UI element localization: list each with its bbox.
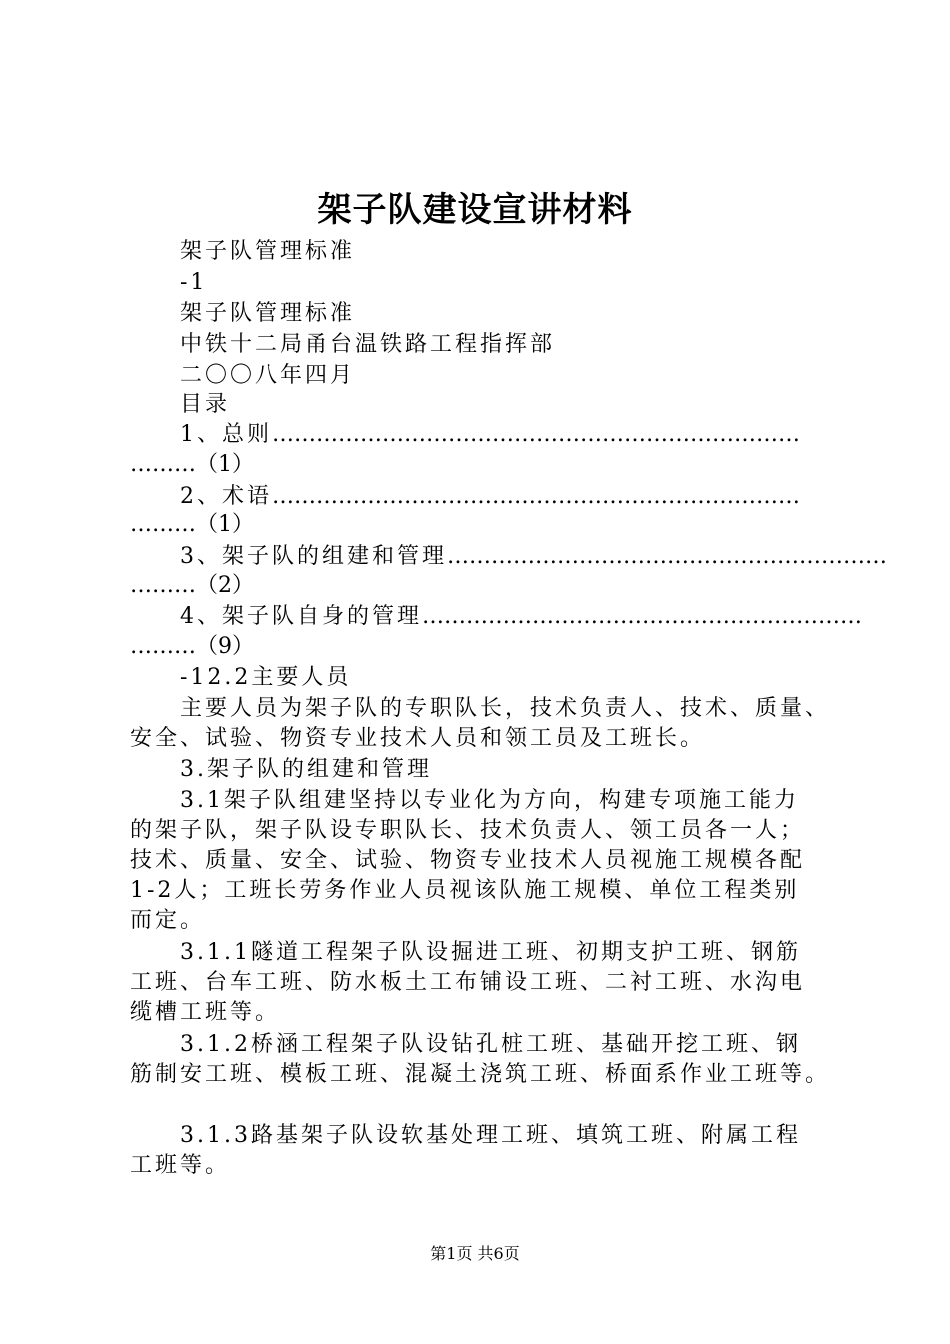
- document-title: 架子队建设宣讲材料: [317, 190, 633, 230]
- paragraph-line: 主要人员为架子队的专职队长，技术负责人、技术、质量、: [180, 696, 831, 721]
- toc-entry-label: 1、总则: [180, 422, 272, 447]
- section-heading: -12.2主要人员: [180, 665, 352, 690]
- section-heading: 3.架子队的组建和管理: [180, 757, 432, 782]
- paragraph-line: 而定。: [130, 908, 206, 933]
- toc-entry-label: 3、架子队的组建和管理: [180, 544, 447, 569]
- paragraph-line: 3.1.3路基架子队设软基处理工班、填筑工班、附属工程: [180, 1123, 801, 1148]
- subtitle-line: 架子队管理标准: [180, 239, 356, 264]
- toc-entry-page: ………（1）: [130, 512, 254, 537]
- toc-leader-dots: ……………………………………………………: [447, 544, 887, 569]
- toc-entry: [180, 420, 832, 450]
- toc-entry-label: 4、架子队自身的管理: [180, 604, 422, 629]
- standard-title: 架子队管理标准: [180, 301, 356, 326]
- toc-entry-page: ………（1）: [130, 452, 254, 477]
- paragraph-line: 技术、质量、安全、试验、物资专业技术人员视施工规模各配: [130, 848, 806, 873]
- toc-entry: [180, 542, 887, 572]
- page-footer: 第1页 共6页: [430, 1244, 520, 1263]
- toc-leader-dots: ………………………………………………………………: [272, 484, 800, 509]
- toc-leader-dots: ………………………………………………………………: [272, 422, 800, 447]
- paragraph-line: 3.1.1隧道工程架子队设掘进工班、初期支护工班、钢筋: [180, 940, 801, 965]
- toc-entry-page: ………（9）: [130, 634, 254, 659]
- paragraph-line: 3.1架子队组建坚持以专业化为方向，构建专项施工能力: [180, 788, 799, 813]
- paragraph-line: 工班等。: [130, 1153, 231, 1178]
- toc-heading: 目录: [180, 392, 231, 417]
- paragraph-line: 安全、试验、物资专业技术人员和领工员及工班长。: [130, 726, 706, 751]
- paragraph-line: 工班、台车工班、防水板土工布铺设工班、二衬工班、水沟电: [130, 970, 806, 995]
- paragraph-line: 1-2人；工班长劳务作业人员视该队施工规模、单位工程类别: [130, 878, 800, 903]
- document-date: 二〇〇八年四月: [180, 363, 356, 388]
- toc-leader-dots: ……………………………………………………: [422, 604, 862, 629]
- page-marker: -1: [180, 270, 208, 295]
- toc-entry-page: ………（2）: [130, 573, 254, 598]
- paragraph-line: 3.1.2桥涵工程架子队设钻孔桩工班、基础开挖工班、钢: [180, 1032, 801, 1057]
- toc-entry-label: 2、术语: [180, 484, 272, 509]
- paragraph-line: 缆槽工班等。: [130, 1000, 281, 1025]
- organization-name: 中铁十二局甬台温铁路工程指挥部: [180, 332, 556, 357]
- paragraph-line: 筋制安工班、模板工班、混凝土浇筑工班、桥面系作业工班等。: [130, 1062, 831, 1087]
- toc-entry: [180, 602, 862, 632]
- paragraph-line: 的架子队，架子队设专职队长、技术负责人、领工员各一人；: [130, 818, 806, 843]
- toc-entry: [180, 482, 832, 512]
